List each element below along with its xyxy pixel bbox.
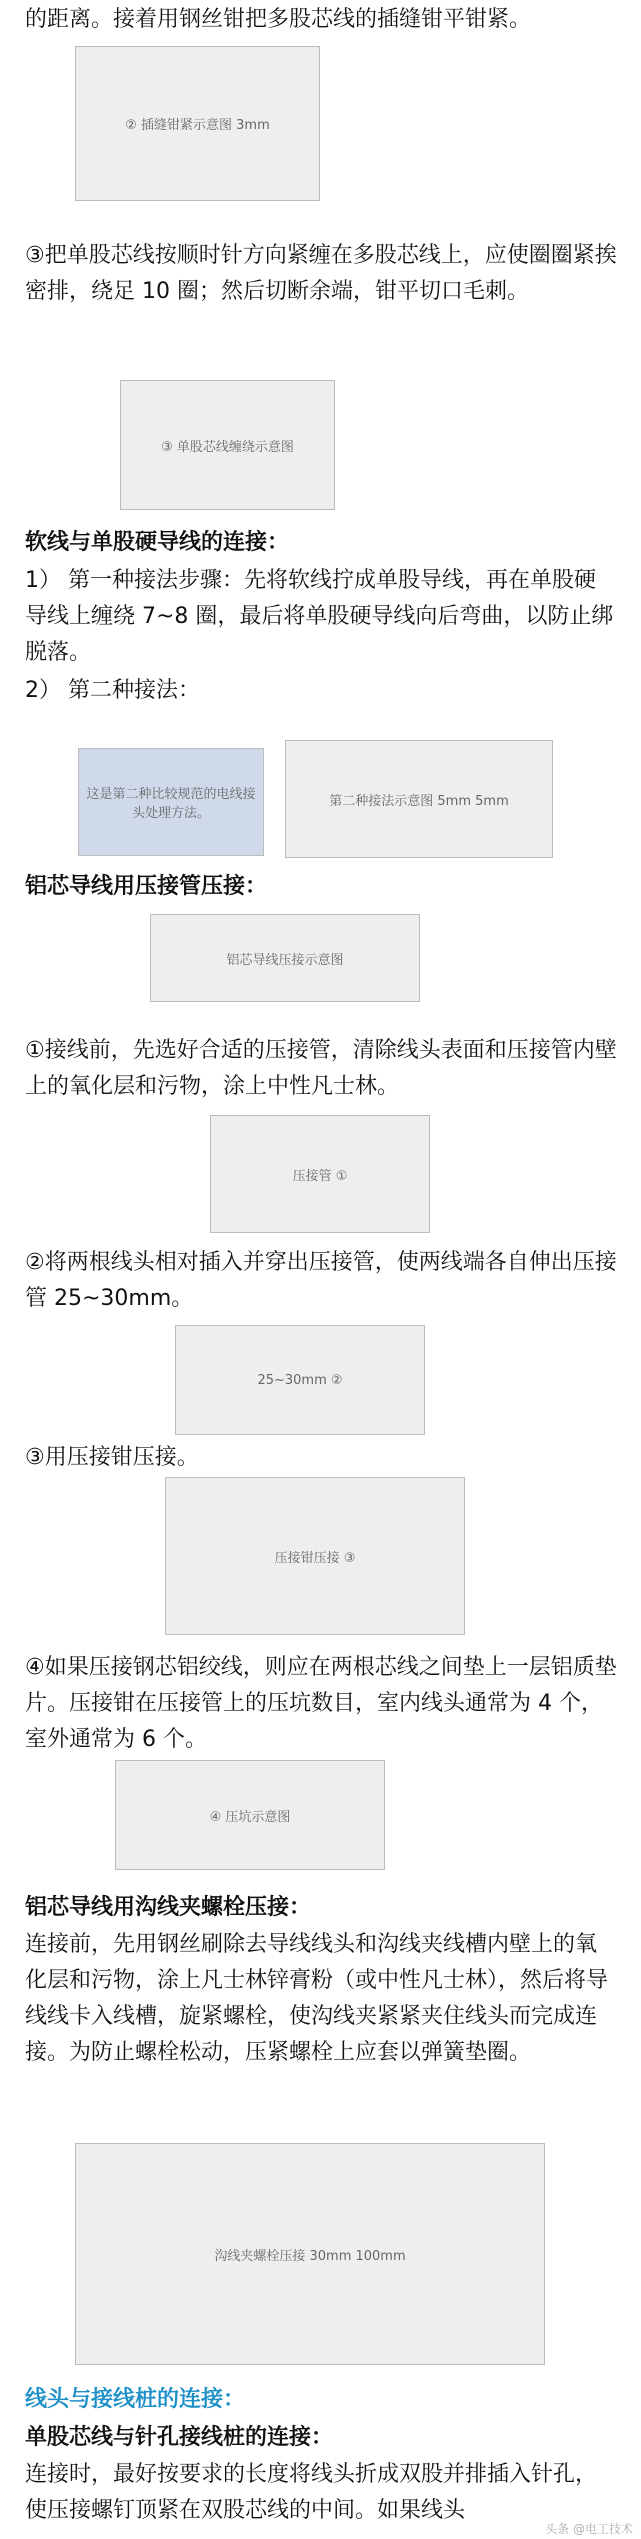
figure-label: 这是第二种比较规范的电线接头处理方法。 (86, 787, 256, 821)
wrap-coil-figure (120, 380, 335, 510)
figure-label: ④ 压坑示意图 (209, 1809, 291, 1825)
paragraph-8: ④如果压接钢芯铝绞线，则应在两根芯线之间垫上一层铝质垫片。压接钳在压接管上的压坑数目，室内线头通常为 4 个，室外通常为 6 个。 (25, 1655, 617, 1752)
paragraph-7: ③用压接钳压接。 (25, 1445, 199, 1470)
watermark: 头条 @电工技术 (545, 2522, 633, 2536)
crimp-tube-wire-figure (150, 914, 420, 1002)
crimp-tube-figure (210, 1115, 430, 1233)
figure-label: ② 插缝钳紧示意图 3mm (125, 118, 270, 133)
groove-clamp-figure (75, 2143, 545, 2365)
paragraph-5: ①接线前，先选好合适的压接管，清除线头表面和压接管内壁上的氧化层和污物，涂上中性凡士林。 (25, 1038, 617, 1099)
figure-label: 压接钳压接 ③ (274, 1550, 356, 1566)
figure-label: 第二种接法示意图 5mm 5mm (329, 793, 509, 809)
figure-label: 铝芯导线压接示意图 (226, 952, 344, 968)
splice-clamp-figure (75, 46, 320, 201)
crimp-pits-figure (115, 1760, 385, 1870)
figure-label: 25~30mm ② (257, 1372, 343, 1388)
paragraph-4: 2） 第二种接法： (25, 678, 200, 703)
paragraph-10: 连接时，最好按要求的长度将线头折成双股并排插入针孔，使压接螺钉顶紧在双股芯线的中间。如果线头 (25, 2462, 598, 2523)
heading-soft-hard-wire: 软线与单股硬导线的连接： (25, 530, 290, 555)
heading-groove-clamp: 铝芯导线用沟线夹螺栓压接： (25, 1895, 312, 1920)
heading-terminal-connection: 线头与接线桩的连接： (25, 2387, 246, 2412)
paragraph-6: ②将两根线头相对插入并穿出压接管，使两线端各自伸出压接管 25~30mm。 (25, 1250, 617, 1311)
paragraph-2: ③把单股芯线按顺时针方向紧缠在多股芯线上，应使圈圈紧挨密排，绕足 10 圈；然后切断余端，钳平切口毛刺。 (25, 243, 617, 304)
paragraph-9: 连接前，先用钢丝刷除去导线线头和沟线夹线槽内壁上的氧化层和污物，涂上凡士林锌膏粉（或中性凡士林），然后将导线线卡入线槽，旋紧螺栓，使沟线夹紧紧夹住线头而完成连接。为防止螺栓松动，压紧螺栓上应套以弹簧垫圈。 (25, 1932, 609, 2065)
figure-label: 沟线夹螺栓压接 30mm 100mm (214, 2248, 406, 2264)
crimp-plier-figure (165, 1477, 465, 1635)
figure-label: 压接管 ① (292, 1168, 348, 1184)
figure-label: ③ 单股芯线缠绕示意图 (161, 439, 294, 455)
paragraph-3: 1） 第一种接法步骤：先将软线拧成单股导线，再在单股硬导线上缠绕 7~8 圈，最后将单股硬导线向后弯曲，以防止绑脱落。 (25, 568, 614, 665)
second-method-figure (285, 740, 553, 858)
heading-pinhole-terminal: 单股芯线与针孔接线桩的连接： (25, 2425, 334, 2450)
second-method-photo (78, 748, 264, 856)
paragraph-1: 的距离。接着用钢丝钳把多股芯线的插缝钳平钳紧。 (25, 7, 532, 32)
insert-wire-figure (175, 1325, 425, 1435)
heading-crimp-tube: 铝芯导线用压接管压接： (25, 874, 268, 899)
